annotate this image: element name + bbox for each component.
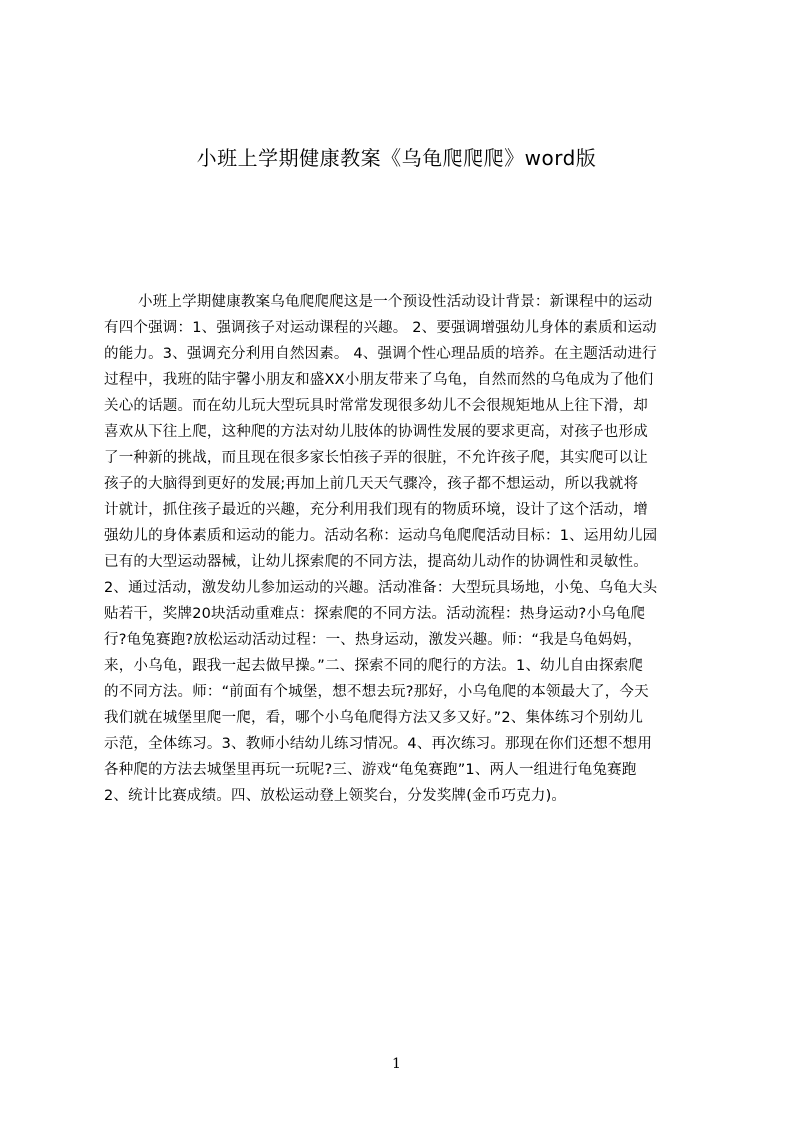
body-line: 行?龟兔赛跑?放松运动活动过程：一、热身运动，激发兴趣。师：“我是乌龟妈妈， [104,632,643,648]
page-number: 1 [392,1056,401,1072]
document-title: 小班上学期健康教案《乌龟爬爬爬》word版 [196,146,597,170]
body-line: 喜欢从下往上爬，这种爬的方法对幼儿肢体的协调性发展的要求更高，对孩子也形成 [104,424,648,440]
body-line: 强幼儿的身体素质和运动的能力。活动名称：运动乌龟爬爬活动目标：1、运用幼儿园 [104,528,658,544]
body-line: 来，小乌龟，跟我一起去做早操。”二、探索不同的爬行的方法。1、幼儿自由探索爬 [104,658,644,674]
body-line: 计就计，抓住孩子最近的兴趣，充分利用我们现有的物质环境，设计了这个活动，增 [104,502,648,518]
body-line: 的不同方法。师：“前面有个城堡，想不想去玩?那好，小乌龟爬的本领最大了，今天 [104,684,649,700]
body-line: 关心的话题。而在幼儿玩大型玩具时常常发现很多幼儿不会很规矩地从上往下滑，却 [104,398,648,414]
body-line: 了一种新的挑战，而且现在很多家长怕孩子弄的很脏，不允许孩子爬，其实爬可以让 [104,450,648,466]
body-line: 孩子的大脑得到更好的发展;再加上前几天天气骤冷，孩子都不想运动，所以我就将 [104,476,639,492]
document-body [104,289,696,809]
body-line: 有四个强调：1、强调孩子对运动课程的兴趣。 2、要强调增强幼儿身体的素质和运动 [104,320,657,336]
body-line: 的能力。3、强调充分利用自然因素。 4、强调个性心理品质的培养。在主题活动进行 [104,346,657,362]
body-line: 小班上学期健康教案乌龟爬爬爬这是一个预设性活动设计背景：新课程中的运动 [138,294,653,310]
body-line: 2、通过活动，激发幼儿参加运动的兴趣。活动准备：大型玩具场地，小兔、乌龟大头 [104,580,658,596]
body-line: 已有的大型运动器械，让幼儿探索爬的不同方法，提高幼儿动作的协调性和灵敏性。 [104,554,648,570]
body-line: 我们就在城堡里爬一爬，看，哪个小乌龟爬得方法又多又好。”2、集体练习个别幼儿 [104,710,644,726]
body-line: 2、统计比赛成绩。四、放松运动登上领奖台，分发奖牌(金币巧克力)。 [104,788,567,804]
body-line: 过程中，我班的陆宇馨小朋友和盛XX小朋友带来了乌龟，自然而然的乌龟成为了他们 [104,372,654,388]
body-line: 各种爬的方法去城堡里再玩一玩呢?三、游戏“龟兔赛跑”1、两人一组进行龟兔赛跑 [104,762,637,778]
body-line: 示范，全体练习。3、教师小结幼儿练习情况。4、再次练习。那现在你们还想不想用 [104,736,653,752]
body-line: 贴若干，奖牌20块活动重难点：探索爬的不同方法。活动流程：热身运动?小乌龟爬 [104,606,646,622]
